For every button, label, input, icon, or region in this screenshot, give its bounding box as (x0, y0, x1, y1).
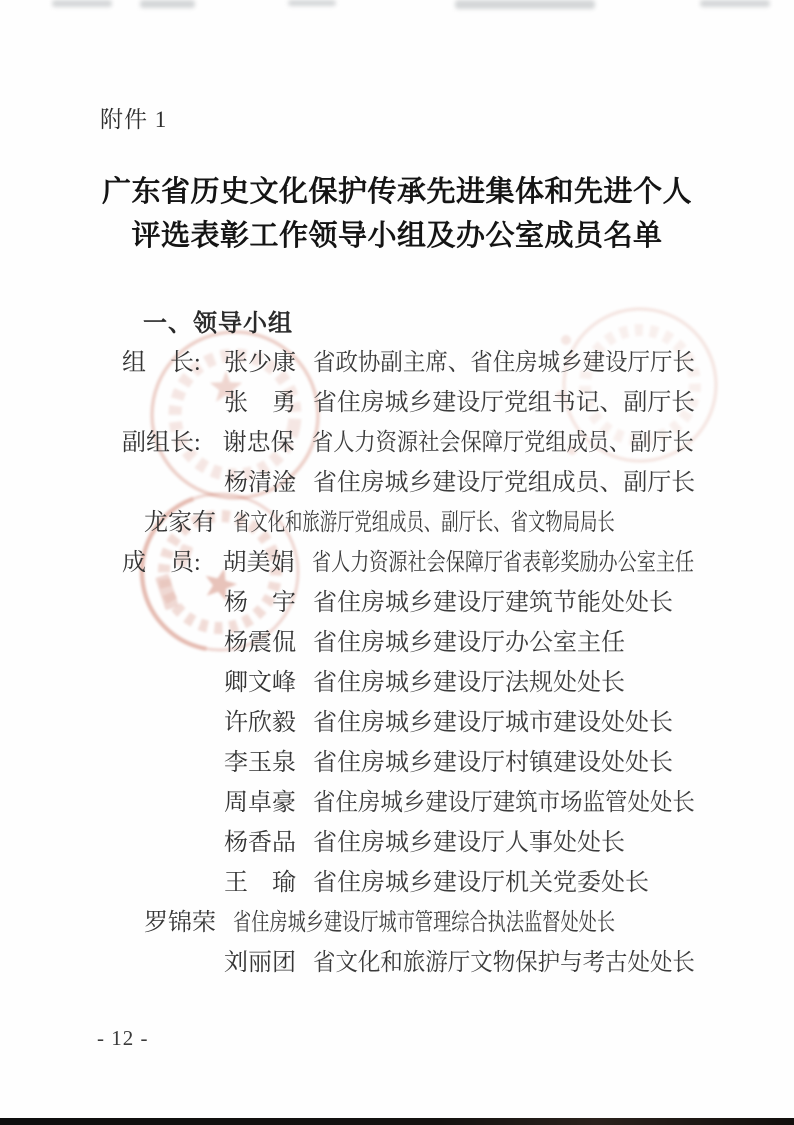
roster-row (122, 819, 722, 859)
attachment-label: 附件 1 (100, 107, 168, 132)
document-title-line2: 评选表彰工作领导小组及办公室成员名单 (131, 220, 663, 252)
roster-member-title: 省住房城乡建设厅建筑市场监管处处长 (313, 789, 695, 816)
page-number: - 12 - (97, 1026, 149, 1050)
roster-member-name: 刘丽团 (224, 949, 296, 976)
roster-row (122, 379, 722, 419)
roster-member-name: 龙家有 (144, 509, 216, 536)
roster-member-name: 周卓豪 (224, 789, 296, 816)
roster-member-title: 省住房城乡建设厅城市管理综合执法监督处处长 (233, 909, 616, 936)
roster-member-title: 省住房城乡建设厅城市建设处处长 (313, 709, 673, 736)
roster-member-name: 张少康 (224, 349, 296, 376)
roster-row (122, 659, 722, 699)
roster-member-title: 省人力资源社会保障厅省表彰奖励办公室主任 (311, 549, 694, 576)
roster-member-title: 省住房城乡建设厅党组成员、副厅长 (313, 469, 696, 496)
roster-member-name: 王 瑜 (224, 869, 296, 896)
roster-member-name: 罗锦荣 (144, 909, 216, 936)
roster-member-name: 杨清淦 (224, 469, 296, 496)
roster-member-name: 许欣毅 (224, 709, 296, 736)
roster-row (122, 939, 722, 979)
roster-member-title: 省住房城乡建设厅村镇建设处处长 (313, 749, 673, 776)
roster-row (122, 579, 722, 619)
roster-row (122, 779, 722, 819)
roster-row (122, 539, 722, 579)
roster-role-label: 副组长: (122, 429, 201, 456)
roster-member-title: 省住房城乡建设厅人事处处长 (313, 829, 625, 856)
roster-member-title: 省文化和旅游厅文物保护与考古处处长 (313, 949, 695, 976)
roster-member-title: 省住房城乡建设厅办公室主任 (313, 629, 625, 656)
roster-row (122, 699, 722, 739)
leadership-roster (122, 339, 722, 979)
roster-row (122, 339, 722, 379)
roster-member-name: 杨香品 (224, 829, 296, 856)
scan-artifact (52, 0, 112, 7)
roster-row (122, 619, 722, 659)
roster-member-title: 省住房城乡建设厅党组书记、副厅长 (313, 389, 696, 416)
roster-member-title: 省政协副主席、省住房城乡建设厅厅长 (313, 349, 695, 376)
roster-row (122, 899, 722, 939)
roster-row (122, 859, 722, 899)
roster-row (122, 419, 722, 459)
roster-member-name: 胡美娟 (222, 549, 295, 576)
scan-artifact (455, 0, 595, 9)
roster-member-name: 李玉泉 (224, 749, 296, 776)
roster-member-title: 省住房城乡建设厅建筑节能处处长 (313, 589, 673, 616)
document-title (0, 170, 794, 258)
roster-member-name: 杨 宇 (224, 589, 296, 616)
roster-member-name: 卿文峰 (224, 669, 296, 696)
roster-member-title: 省住房城乡建设厅法规处处长 (313, 669, 625, 696)
roster-member-title: 省文化和旅游厅党组成员、副厅长、省文物局局长 (233, 509, 615, 536)
scan-artifact (700, 0, 770, 7)
roster-member-title: 省住房城乡建设厅机关党委处长 (313, 869, 649, 896)
roster-row (122, 739, 722, 779)
roster-member-name: 谢忠保 (222, 429, 295, 456)
roster-member-name: 杨震侃 (224, 629, 296, 656)
roster-role-label: 成 员: (122, 549, 201, 576)
roster-row (122, 499, 722, 539)
section-heading: 一、领导小组 (143, 311, 293, 337)
document-title-line1: 广东省历史文化保护传承先进集体和先进个人 (101, 176, 692, 208)
scan-artifact (140, 0, 195, 8)
roster-member-title: 省人力资源社会保障厅党组成员、副厅长 (311, 429, 694, 456)
scan-artifact (288, 0, 336, 6)
roster-role-label: 组 长: (122, 349, 201, 376)
roster-member-name: 张 勇 (224, 389, 296, 416)
roster-row (122, 459, 722, 499)
scan-edge-artifact (0, 1118, 794, 1125)
